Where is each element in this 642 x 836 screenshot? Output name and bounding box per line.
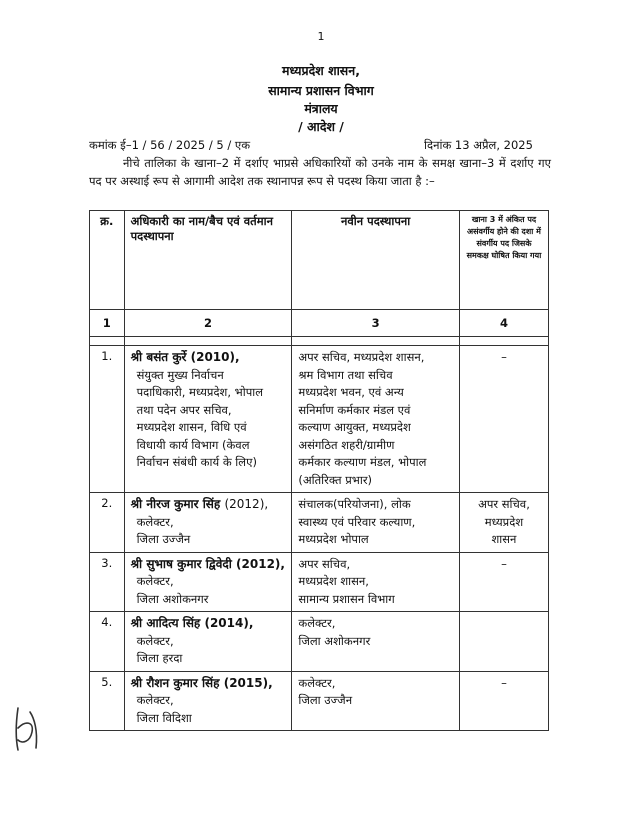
current-posting-line: जिला उज्जैन	[136, 532, 191, 546]
header-ministry: मंत्रालय	[304, 101, 338, 116]
signature-mark	[12, 700, 46, 760]
new-posting-line: कल्याण आयुक्त, मध्यप्रदेश	[298, 420, 411, 434]
row-serial: 2.	[90, 493, 125, 553]
officer-name	[131, 675, 286, 693]
header-serial: क्र.	[90, 211, 125, 310]
equivalent-post-cell	[459, 552, 548, 612]
table-row	[90, 493, 549, 553]
new-posting-line: अपर सचिव,	[298, 556, 351, 571]
new-posting-line: कर्मकार कल्याण मंडल, भोपाल	[298, 455, 427, 469]
table-header-row	[90, 211, 549, 310]
column-number-row	[90, 310, 549, 337]
equivalent-post-line: अपर सचिव,	[478, 497, 530, 511]
officer-name	[131, 615, 286, 633]
officer-cell	[124, 493, 292, 553]
new-posting-line: (अतिरिक्त प्रभार)	[298, 472, 373, 487]
intro-paragraph: नीचे तालिका के खाना–2 में दर्शाए भाप्रसे अधिकारियों को उनके नाम के समक्ष खाना–3 में दर्शाए गए पद पर अस्थाई रूप से आगामी आदेश तक स्थानापन्न रूप से पदस्थ किया जाता है :–	[89, 156, 551, 188]
new-posting-line: सनिर्माण कर्मकार मंडल एवं	[298, 402, 411, 417]
officer-cell	[124, 612, 292, 672]
row-serial: 5.	[90, 671, 125, 731]
current-posting-line: विधायी कार्य विभाग (केवल	[136, 437, 250, 452]
header-new-posting: नवीन पदस्थापना	[292, 211, 460, 310]
new-posting-cell	[292, 671, 460, 731]
new-posting-cell	[292, 493, 460, 553]
officer-name	[131, 556, 286, 574]
current-posting-line: जिला अशोकनगर	[136, 591, 209, 606]
officer-batch: (2012),	[224, 497, 269, 511]
current-posting-line: तथा पदेन अपर सचिव,	[136, 402, 232, 417]
new-posting-line: सामान्य प्रशासन विभाग	[298, 591, 395, 606]
officer-name-text: श्री नीरज कुमार सिंह	[130, 497, 221, 511]
equivalent-post-line: –	[501, 556, 507, 571]
page-number: 1	[317, 30, 325, 43]
current-posting-line: कलेक्टर,	[136, 693, 174, 707]
equivalent-post-cell	[459, 493, 548, 553]
header-government: मध्यप्रदेश शासन,	[282, 63, 360, 78]
officer-name-text: श्री बसंत कुर्रे (2010),	[130, 350, 240, 364]
officer-cell	[124, 671, 292, 731]
equivalent-post-cell	[459, 612, 548, 672]
new-posting-line: मध्यप्रदेश भोपाल	[298, 532, 369, 546]
column-number: 4	[459, 310, 548, 337]
row-serial: 4.	[90, 612, 125, 672]
current-posting-line: पदाधिकारी, मध्यप्रदेश, भोपाल	[136, 385, 264, 399]
new-posting-line: श्रम विभाग तथा सचिव	[298, 367, 393, 382]
current-posting-line: मध्यप्रदेश शासन, विधि एवं	[136, 420, 247, 434]
officer-cell	[124, 552, 292, 612]
new-posting-line: कलेक्टर,	[298, 675, 336, 690]
officer-name	[131, 496, 286, 514]
officer-name-text: श्री सुभाष कुमार द्विवेदी (2012),	[130, 556, 285, 571]
new-posting-line: मध्यप्रदेश भवन, एवं अन्य	[298, 385, 404, 399]
new-posting-cell	[292, 552, 460, 612]
header-order: / आदेश /	[298, 119, 344, 134]
officer-name-text: श्री रौशन कुमार सिंह (2015),	[130, 675, 273, 690]
equivalent-post-cell	[459, 346, 548, 493]
table-row	[90, 552, 549, 612]
new-posting-line: मध्यप्रदेश शासन,	[298, 574, 369, 588]
current-posting-line: जिला हरदा	[136, 651, 183, 665]
new-posting-line: जिला उज्जैन	[298, 693, 353, 707]
column-number: 3	[292, 310, 460, 337]
new-posting-line: अपर सचिव, मध्यप्रदेश शासन,	[298, 350, 425, 364]
order-date: दिनांक 13 अप्रैल, 2025	[424, 138, 533, 152]
officer-name-text: श्री आदित्य सिंह (2014),	[130, 616, 254, 630]
current-posting-line: कलेक्टर,	[136, 574, 174, 588]
header-officer: अधिकारी का नाम/बैच एवं वर्तमान पदस्थापना	[124, 211, 292, 310]
current-posting-line: कलेक्टर,	[136, 633, 174, 648]
officer-name	[131, 349, 286, 367]
new-posting-line: संचालक(परियोजना), लोक	[298, 497, 411, 511]
column-number: 1	[90, 310, 125, 337]
new-posting-line: स्वास्थ्य एवं परिवार कल्याण,	[298, 514, 416, 529]
equivalent-post-line: –	[501, 350, 507, 364]
header-department: सामान्य प्रशासन विभाग	[268, 83, 374, 98]
equivalent-post-cell	[459, 671, 548, 731]
new-posting-cell	[292, 612, 460, 672]
table-row	[90, 612, 549, 672]
current-posting-line: कलेक्टर,	[136, 514, 174, 529]
order-reference: कमांक ई–1 / 56 / 2025 / 5 / एक	[89, 138, 251, 152]
header-equivalent: खाना 3 में अंकित पद असंवर्गीय होने की दशा में संवर्गीय पद जिसके समकक्ष घोषित किया गया	[459, 211, 548, 310]
table-row	[90, 346, 549, 493]
spacer-row	[90, 337, 549, 346]
row-serial: 3.	[90, 552, 125, 612]
posting-table	[89, 210, 549, 731]
equivalent-post-line: शासन	[491, 532, 517, 546]
table-row	[90, 671, 549, 731]
table-body	[90, 310, 549, 731]
new-posting-line: कलेक्टर,	[298, 616, 336, 630]
new-posting-line: जिला अशोकनगर	[298, 633, 371, 648]
current-posting-line: जिला विदिशा	[136, 710, 192, 725]
new-posting-line: असंगठित शहरी/ग्रामीण	[298, 437, 395, 452]
officer-cell	[124, 346, 292, 493]
equivalent-post-line: मध्यप्रदेश	[484, 514, 524, 529]
current-posting-line: संयुक्त मुख्य निर्वाचन	[136, 367, 224, 382]
equivalent-post-line: –	[501, 675, 507, 690]
current-posting-line: निर्वाचन संबंधी कार्य के लिए)	[136, 455, 257, 469]
column-number: 2	[124, 310, 292, 337]
row-serial: 1.	[90, 346, 125, 493]
new-posting-cell	[292, 346, 460, 493]
